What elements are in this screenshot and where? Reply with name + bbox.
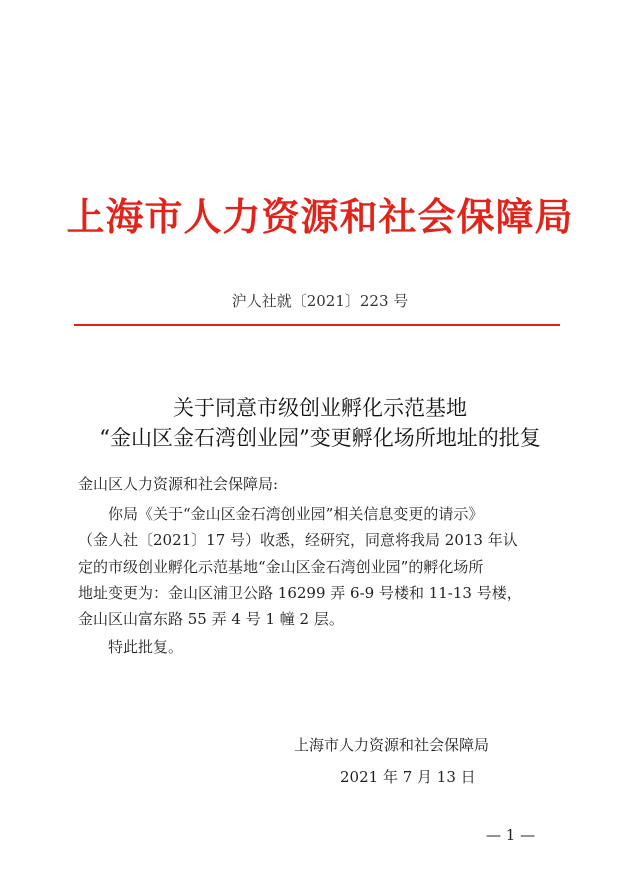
- body-line-1: 你局《关于“金山区金石湾创业园”相关信息变更的请示》: [108, 505, 484, 523]
- signature-date: 2021 年 7 月 13 日: [340, 768, 476, 786]
- addressee: 金山区人力资源和社会保障局:: [78, 475, 279, 493]
- page-number: — 1 —: [486, 826, 536, 844]
- signature-organization: 上海市人力资源和社会保障局: [294, 736, 490, 754]
- body-line-5: 金山区山富东路 55 弄 4 号 1 幢 2 层。: [78, 610, 344, 628]
- red-divider-line: [74, 324, 560, 326]
- body-line-2: （金人社〔2021〕17 号）收悉，经研究，同意将我局 2013 年认: [78, 531, 518, 549]
- document-title-line-2: “金山区金石湾创业园”变更孵化场所地址的批复: [99, 426, 541, 450]
- closing-remark: 特此批复。: [108, 638, 184, 656]
- body-line-3: 定的市级创业孵化示范基地“金山区金石湾创业园”的孵化场所: [78, 558, 484, 576]
- document-number: 沪人社就〔2021〕223 号: [231, 292, 409, 310]
- body-line-4: 地址变更为：金山区浦卫公路 16299 弄 6-9 号楼和 11-13 号楼，: [78, 584, 522, 602]
- document-title-line-1: 关于同意市级创业孵化示范基地: [173, 396, 467, 420]
- agency-header: 上海市人力资源和社会保障局: [66, 194, 574, 239]
